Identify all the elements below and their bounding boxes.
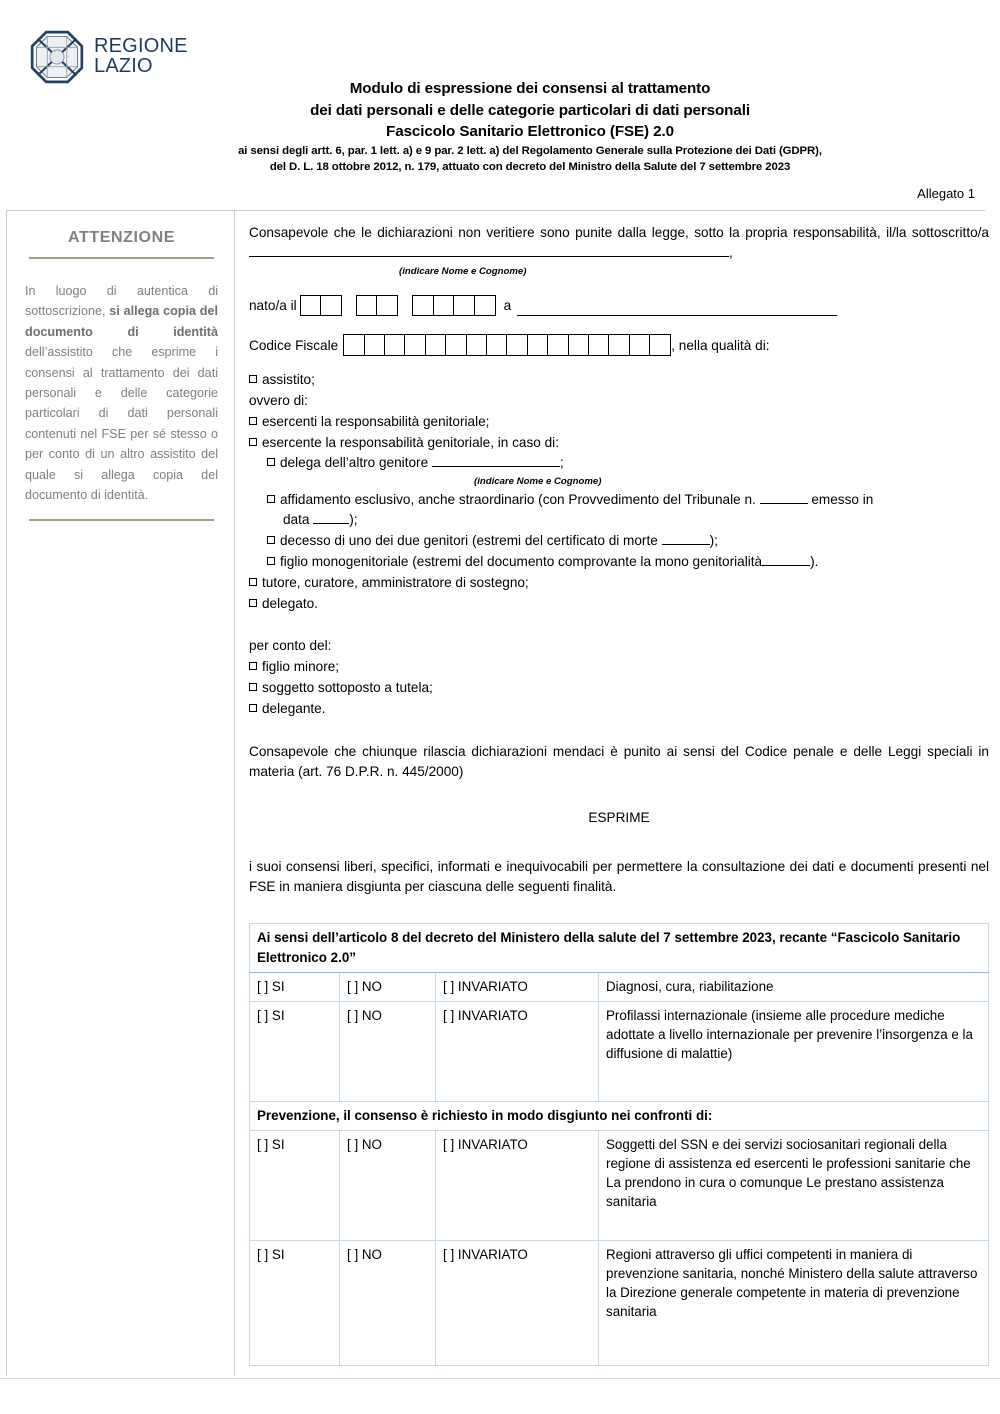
fiscal-code-row bbox=[249, 334, 989, 356]
table-row-header bbox=[250, 924, 989, 972]
birth-year-box[interactable] bbox=[474, 295, 496, 316]
regione-lazio-octagon-icon bbox=[30, 30, 84, 84]
attachment-label: Allegato 1 bbox=[917, 186, 975, 201]
fiscal-code-box[interactable] bbox=[486, 334, 508, 356]
checkbox-square-icon[interactable] bbox=[249, 417, 257, 425]
fiscal-code-box[interactable] bbox=[649, 334, 671, 356]
subtitle-line-1: ai sensi degli artt. 6, par. 1 lett. a) e 9 par. 2 lett. a) del Regolamento Generale sulla Protezione dei Dati (GDPR), bbox=[238, 144, 822, 157]
regione-lazio-logo bbox=[30, 30, 188, 84]
birth-day-boxes[interactable] bbox=[300, 295, 342, 316]
tribunale-date-input[interactable] bbox=[313, 523, 349, 524]
spacer bbox=[249, 720, 989, 742]
on-behalf-label: per conto del: bbox=[249, 638, 332, 654]
affidamento-emesso-in: emesso in bbox=[811, 491, 874, 507]
consent-option-si[interactable]: [ ] SI bbox=[250, 1240, 340, 1365]
checkbox-label: soggetto sottoposto a tutela; bbox=[262, 679, 433, 695]
consents-paragraph: i suoi consensi liberi, specifici, informati e inequivocabili per permettere la consultazione dei dati e documenti presenti nel FSE in maniera disgiunta per ciascuna delle seguenti finalità. bbox=[249, 858, 989, 895]
affidamento-data-label: data bbox=[283, 512, 310, 528]
certificato-morte-input[interactable] bbox=[662, 544, 710, 545]
affidamento-data-line bbox=[249, 510, 989, 531]
fiscal-code-box[interactable] bbox=[466, 334, 488, 356]
title-line-1: Modulo di espressione dei consensi al trattamento bbox=[349, 80, 711, 97]
page-header bbox=[0, 0, 1000, 210]
birth-date-label: nato/a il bbox=[249, 297, 297, 313]
attenzione-heading: ATTENZIONE bbox=[67, 229, 176, 246]
title-line-3: Fascicolo Sanitario Elettronico (FSE) 2.0 bbox=[386, 123, 674, 141]
consent-description: Soggetti del SSN e dei servizi sociosanitari regionali della regione di assistenza ed esercenti le professioni sanitarie che La prendono in cura o comunque Le prestano assistenza sanitaria bbox=[599, 1130, 989, 1240]
delega-name-input[interactable] bbox=[432, 454, 560, 467]
ovvero-di-label: ovvero di: bbox=[249, 392, 308, 408]
footer-divider bbox=[0, 1378, 1000, 1379]
checkbox-square-icon[interactable] bbox=[249, 578, 257, 586]
logo-line-regione: REGIONE bbox=[94, 35, 188, 58]
consent-option-invariato[interactable]: [ ] INVARIATO bbox=[436, 1130, 599, 1240]
fiscal-code-box[interactable] bbox=[384, 334, 406, 356]
affidamento-close: ); bbox=[349, 512, 358, 528]
checkbox-label: esercenti la responsabilità genitoriale; bbox=[262, 413, 490, 429]
spacer bbox=[249, 829, 989, 857]
attenzione-text-part1: In luogo di autentica di sottoscrizione, bbox=[25, 284, 218, 319]
attenzione-body bbox=[25, 281, 218, 505]
subscriber-name-input[interactable] bbox=[249, 244, 729, 257]
checkbox-label: figlio monogenitoriale (estremi del documento comprovante la mono genitorialità bbox=[280, 553, 763, 569]
checkbox-label: delega dell’altro genitore bbox=[280, 455, 429, 471]
logo-wordmark bbox=[94, 37, 188, 76]
checkbox-label: esercente la responsabilità genitoriale, in caso di: bbox=[262, 434, 559, 450]
quality-checkbox-list bbox=[249, 370, 989, 614]
form-main-content bbox=[235, 211, 1000, 1376]
checkbox-figlio-minore[interactable] bbox=[249, 657, 989, 678]
declaration-paragraph bbox=[249, 223, 989, 264]
caption-nome-cognome-2: (indicare Nome e Cognome) bbox=[474, 476, 602, 488]
checkbox-esercenti-responsabilita[interactable] bbox=[249, 412, 989, 433]
checkbox-square-icon[interactable] bbox=[249, 375, 257, 383]
checkbox-affidamento-esclusivo[interactable] bbox=[249, 490, 989, 511]
declaration-intro-text: Consapevole che le dichiarazioni non veritiere sono punite dalla legge, sotto la propria responsabilità, il/la sottoscritto/a bbox=[249, 225, 989, 240]
fiscal-code-label: Codice Fiscale bbox=[249, 337, 339, 353]
birth-year-boxes[interactable] bbox=[412, 295, 495, 316]
checkbox-square-icon[interactable] bbox=[249, 662, 257, 670]
table-row bbox=[250, 1001, 989, 1101]
spacer bbox=[249, 614, 989, 636]
checkbox-assistito[interactable] bbox=[249, 370, 989, 391]
fiscal-code-box[interactable] bbox=[568, 334, 590, 356]
decesso-close: ); bbox=[709, 533, 718, 549]
checkbox-esercente-responsabilita-caso[interactable] bbox=[249, 433, 989, 454]
checkbox-figlio-monogenitoriale[interactable] bbox=[249, 552, 989, 573]
fiscal-code-box[interactable] bbox=[343, 334, 365, 356]
consent-option-si[interactable]: [ ] SI bbox=[250, 1130, 340, 1240]
fiscal-code-box[interactable] bbox=[445, 334, 467, 356]
checkbox-square-icon[interactable] bbox=[249, 683, 257, 691]
attenzione-text-part2: dell’assistito che esprime i consensi al trattamento dei dati personali e delle categorie particolari di dati personali contenuti nel FSE per sé stesso o per conto di un altro assistito del quale si allega copia del documento di identità. bbox=[25, 345, 218, 502]
fiscal-code-box[interactable] bbox=[608, 334, 630, 356]
consent-description: Profilassi internazionale (insieme alle procedure mediche adottate a livello internazionale per prevenire l’insorgenza e la diffusione di malattie) bbox=[599, 1001, 989, 1101]
checkbox-label: decesso di uno dei due genitori (estremi del certificato di morte bbox=[280, 533, 658, 549]
document-frame bbox=[6, 210, 989, 1376]
birth-month-box[interactable] bbox=[376, 295, 398, 316]
birth-month-box[interactable] bbox=[356, 295, 378, 316]
birth-day-box[interactable] bbox=[320, 295, 342, 316]
fiscal-code-box[interactable] bbox=[547, 334, 569, 356]
birth-place-input[interactable] bbox=[517, 303, 837, 316]
birth-day-box[interactable] bbox=[300, 295, 322, 316]
attenzione-sidebar bbox=[7, 211, 235, 1376]
consent-description: Diagnosi, cura, riabilitazione bbox=[599, 972, 989, 1001]
checkbox-label: figlio minore; bbox=[262, 659, 340, 675]
page-title bbox=[120, 78, 940, 176]
consent-option-invariato[interactable]: [ ] INVARIATO bbox=[436, 972, 599, 1001]
fiscal-code-suffix: , nella qualità di: bbox=[671, 337, 770, 353]
fiscal-code-box[interactable] bbox=[364, 334, 386, 356]
fiscal-code-box[interactable] bbox=[629, 334, 651, 356]
checkbox-delega-altro-genitore[interactable] bbox=[249, 453, 989, 474]
checkbox-square-icon[interactable] bbox=[249, 599, 257, 607]
attenzione-divider-bottom bbox=[29, 519, 214, 521]
fiscal-code-box[interactable] bbox=[506, 334, 528, 356]
attenzione-text-bold: si allega copia del documento di identità bbox=[25, 304, 218, 339]
checkbox-square-icon[interactable] bbox=[267, 557, 275, 565]
table-row-subheader bbox=[250, 1101, 989, 1130]
birth-date-row bbox=[249, 295, 989, 316]
fiscal-code-box[interactable] bbox=[404, 334, 426, 356]
monogenitoriale-close: ). bbox=[810, 553, 819, 569]
checkbox-label: assistito; bbox=[262, 372, 315, 388]
checkbox-label: tutore, curatore, amministratore di sostegno; bbox=[262, 574, 529, 590]
monogenitorialita-input[interactable] bbox=[762, 565, 810, 566]
esprime-heading: ESPRIME bbox=[588, 810, 650, 826]
fiscal-code-box[interactable] bbox=[527, 334, 549, 356]
on-behalf-block bbox=[249, 636, 989, 719]
consent-description: Regioni attraverso gli uffici competenti in maniera di prevenzione sanitaria, nonché Ministero della salute attraverso la Direzione generale competente in materia di prevenzione sanitaria bbox=[599, 1240, 989, 1365]
birth-year-box[interactable] bbox=[412, 295, 434, 316]
consent-option-si[interactable]: [ ] SI bbox=[250, 972, 340, 1001]
consent-option-invariato[interactable]: [ ] INVARIATO bbox=[436, 1001, 599, 1101]
fiscal-code-boxes[interactable] bbox=[343, 334, 671, 356]
attenzione-divider-top bbox=[29, 257, 214, 259]
subtitle-line-2: del D. L. 18 ottobre 2012, n. 179, attuato con decreto del Ministro della Salute del 7 settembre 2023 bbox=[269, 161, 791, 174]
mendaci-paragraph: Consapevole che chiunque rilascia dichiarazioni mendaci è punito ai sensi del Codice penale e delle Leggi speciali in materia (art. 76 D.P.R. n. 445/2000) bbox=[249, 743, 989, 779]
checkbox-soggetto-tutela[interactable] bbox=[249, 678, 989, 699]
checkbox-delegante[interactable] bbox=[249, 699, 989, 720]
checkbox-square-icon[interactable] bbox=[267, 458, 275, 466]
checkbox-square-icon[interactable] bbox=[249, 438, 257, 446]
declaration-comma: , bbox=[729, 245, 733, 261]
consent-option-si[interactable]: [ ] SI bbox=[250, 1001, 340, 1101]
birth-month-boxes[interactable] bbox=[356, 295, 398, 316]
checkbox-label: delegato. bbox=[262, 595, 318, 611]
consent-option-no[interactable]: [ ] NO bbox=[340, 1240, 436, 1365]
table-subheader-cell: Prevenzione, il consenso è richiesto in modo disgiunto nei confronti di: bbox=[250, 1101, 989, 1130]
birth-year-box[interactable] bbox=[453, 295, 475, 316]
checkbox-label: affidamento esclusivo, anche straordinario (con Provvedimento del Tribunale n. bbox=[280, 491, 756, 507]
table-row bbox=[250, 972, 989, 1001]
title-line-2: dei dati personali e delle categorie particolari di dati personali bbox=[310, 101, 750, 119]
consent-table bbox=[249, 923, 989, 1365]
delega-semicolon: ; bbox=[559, 455, 564, 471]
table-row bbox=[250, 1240, 989, 1365]
fiscal-code-box[interactable] bbox=[588, 334, 610, 356]
checkbox-tutore-curatore[interactable] bbox=[249, 573, 989, 594]
consent-option-no[interactable]: [ ] NO bbox=[340, 1001, 436, 1101]
checkbox-label: delegante. bbox=[262, 700, 326, 716]
table-header-cell: Ai sensi dell’articolo 8 del decreto del Ministero della salute del 7 settembre 2023, recante “Fascicolo Sanitario Elettronico 2.0” bbox=[250, 924, 989, 972]
caption-nome-cognome-1: (indicare Nome e Cognome) bbox=[399, 265, 527, 277]
checkbox-decesso-genitori[interactable] bbox=[249, 531, 989, 552]
fiscal-code-box[interactable] bbox=[425, 334, 447, 356]
checkbox-square-icon[interactable] bbox=[249, 704, 257, 712]
consent-option-no[interactable]: [ ] NO bbox=[340, 972, 436, 1001]
table-row bbox=[250, 1130, 989, 1240]
checkbox-square-icon[interactable] bbox=[267, 495, 275, 503]
consent-option-no[interactable]: [ ] NO bbox=[340, 1130, 436, 1240]
checkbox-square-icon[interactable] bbox=[267, 536, 275, 544]
birth-place-label: a bbox=[503, 297, 512, 313]
tribunale-number-input[interactable] bbox=[760, 503, 808, 504]
checkbox-delegato[interactable] bbox=[249, 594, 989, 615]
logo-line-lazio: LAZIO bbox=[94, 55, 153, 77]
consent-option-invariato[interactable]: [ ] INVARIATO bbox=[436, 1240, 599, 1365]
birth-year-box[interactable] bbox=[433, 295, 455, 316]
